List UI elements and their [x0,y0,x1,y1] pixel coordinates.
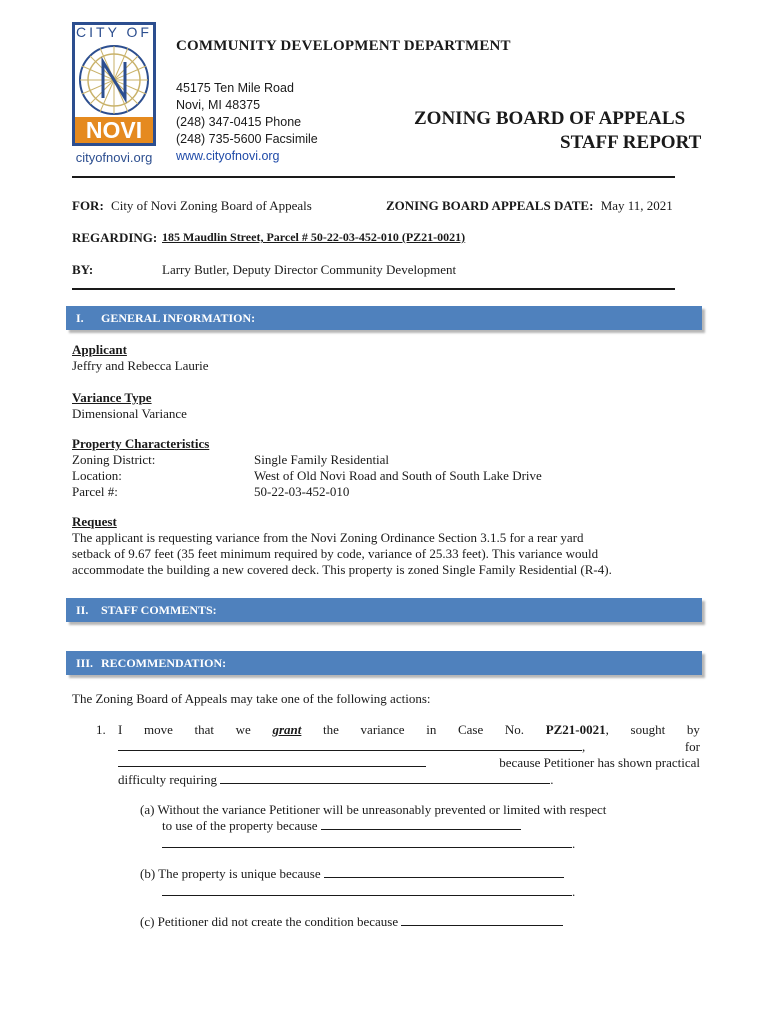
motion-word: , [605,722,609,737]
motion-word: variance [360,722,405,737]
item-number: 1. [96,722,106,737]
motion-word: move [143,722,173,737]
item-a-text-2: to use of the property because [162,818,318,833]
property-heading: Property Characteristics [72,436,210,451]
motion-item-1 [96,722,700,787]
by-row [72,262,457,278]
motion-text: difficulty requiring [118,772,218,787]
date-row [386,198,673,214]
item-a-blank-1[interactable] [321,818,521,830]
section-general-header [66,306,702,330]
motion-line-4: difficulty requiring . [118,772,554,787]
contact-block [176,80,318,165]
date-value: May 11, 2021 [600,198,673,213]
motion-item-b: (b) The property is unique because . [140,866,576,899]
item-a-blank-2[interactable] [162,836,572,848]
motion-word: in [426,722,437,737]
request-heading: Request [72,514,117,529]
department-name: COMMUNITY DEVELOPMENT DEPARTMENT [176,38,511,54]
header-divider [72,176,675,178]
motion-word: for [684,739,700,754]
motion-line-2: , for [118,739,700,755]
motion-item-c [140,914,700,930]
logo-url: cityofnovi.org [75,150,153,165]
address-line-2: Novi, MI 48375 [176,98,261,112]
request-line-2: setback of 9.67 feet (35 feet minimum required by code, variance of 25.33 feet). This variance would [72,546,599,561]
recommendation-intro: The Zoning Board of Appeals may take one of the following actions: [72,691,431,706]
zoning-label: Zoning District: [72,452,156,467]
item-c-blank[interactable] [401,914,563,926]
section-title: STAFF COMMENTS: [101,603,217,617]
general-information [72,342,712,578]
regarding-row [72,230,466,246]
difficulty-blank[interactable] [220,772,550,784]
request-line-3: accommodate the building a new covered deck. This property is zoned Single Family Residential (R-4). [72,562,612,577]
for-row [72,198,312,214]
location-value: West of Old Novi Road and South of South Lake Drive [254,468,542,483]
variance-type-heading: Variance Type [72,390,152,405]
section-title: RECOMMENDATION: [101,656,227,670]
for-blank[interactable] [118,755,426,767]
website-link[interactable]: www.cityofnovi.org [176,149,280,163]
motion-word: the [323,722,339,737]
case-number: PZ21-0021 [545,722,606,737]
by-label: BY: [72,262,94,277]
for-label: FOR: [72,198,104,213]
motion-word: we [235,722,251,737]
motion-word: No. [504,722,525,737]
motion-line-1 [118,722,700,738]
phone: (248) 347-0415 Phone [176,115,302,129]
logo-top-text: CITY OF [76,24,152,40]
section-number: I. [76,311,84,325]
motion-item-a: (a) Without the variance Petitioner will be unreasonably prevented or limited with respect to use of the property because . [140,802,700,852]
item-a-text: (a) Without the variance Petitioner will be unreasonably prevented or limited with respect [140,802,607,817]
section-number: III. [76,656,94,670]
section-number: II. [76,603,89,617]
motion-word: sought [630,722,666,737]
section-title: GENERAL INFORMATION: [101,311,256,325]
motion-line-3 [118,755,700,771]
motion-word: by [686,722,700,737]
regarding-label: REGARDING: [72,230,158,245]
item-c-text: (c) Petitioner did not create the condition because [140,914,399,929]
sought-by-blank[interactable] [118,739,582,751]
request-line-1: The applicant is requesting variance from the Novi Zoning Ordinance Section 3.1.5 for a rear yard [72,530,584,545]
motion-text: because Petitioner has shown practical [499,755,700,770]
location-label: Location: [72,468,122,483]
report-subtitle: STAFF REPORT [560,132,702,153]
parcel-row [72,484,712,500]
by-value: Larry Butler, Deputy Director Community Development [162,262,457,277]
motion-word: that [194,722,215,737]
regarding-value: 185 Maudlin Street, Parcel # 50-22-03-452-010 (PZ21-0021) [162,230,466,244]
fax: (248) 735-5600 Facsimile [176,132,318,146]
date-label: ZONING BOARD APPEALS DATE: [386,198,594,213]
applicant-heading: Applicant [72,342,127,357]
variance-type-value: Dimensional Variance [72,406,187,421]
report-title: ZONING BOARD OF APPEALS [414,108,686,129]
meta-divider [72,288,675,290]
location-row [72,468,712,484]
motion-word: I [118,722,123,737]
address-line-1: 45175 Ten Mile Road [176,81,294,95]
item-b-text: (b) The property is unique because [140,866,321,881]
city-of-novi-logo [70,22,158,170]
for-value: City of Novi Zoning Board of Appeals [111,198,312,213]
grant-keyword: grant [272,722,302,737]
parcel-value: 50-22-03-452-010 [254,484,350,499]
logo-name: NOVI [75,117,153,143]
section-recommendation-header [66,651,702,675]
motion-word: Case [457,722,484,737]
item-b-blank-1[interactable] [324,866,564,878]
zoning-value: Single Family Residential [254,452,390,467]
item-b-blank-2[interactable] [162,884,572,896]
zoning-row [72,452,712,468]
section-staff-comments-header [66,598,702,622]
parcel-label: Parcel #: [72,484,118,499]
applicant-value: Jeffry and Rebecca Laurie [72,358,209,373]
